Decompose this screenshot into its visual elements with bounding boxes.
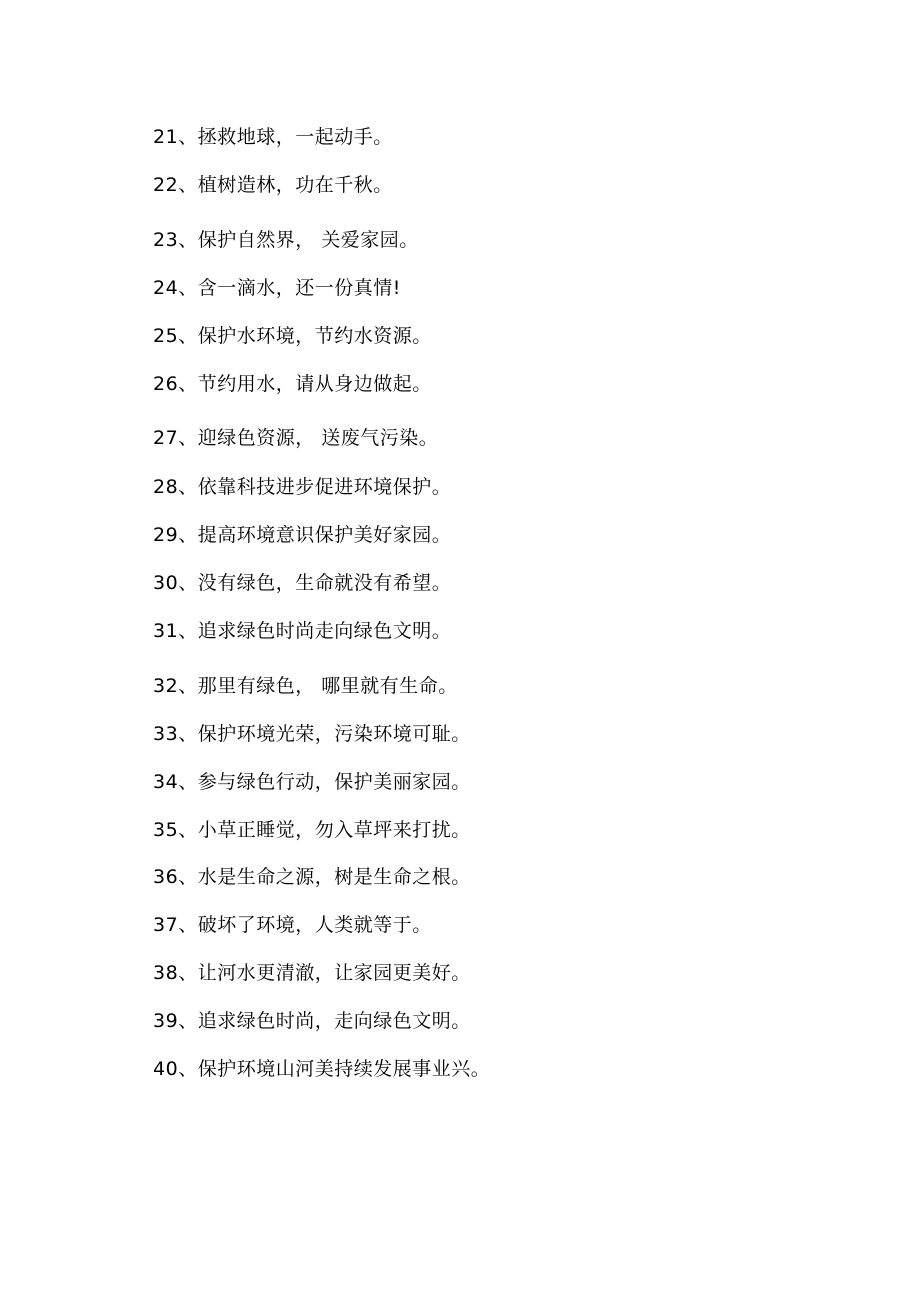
list-item [153, 673, 458, 699]
item-text: 保护环境光荣，污染环境可耻。 [197, 723, 471, 745]
list-item [153, 618, 451, 644]
list-item [153, 960, 471, 986]
item-separator: 、 [178, 914, 198, 936]
item-number: 36 [153, 866, 179, 888]
item-text: 破坏了环境，人类就等于。 [197, 914, 432, 936]
item-number: 39 [153, 1010, 179, 1032]
item-number: 24 [153, 277, 179, 299]
list-item [153, 912, 432, 938]
item-separator: 、 [178, 866, 198, 888]
list-item [153, 474, 451, 500]
item-text: 拯救地球，一起动手。 [197, 126, 393, 148]
item-text: 让河水更清澈，让家园更美好。 [197, 962, 471, 984]
list-item [153, 371, 432, 397]
item-number: 27 [153, 427, 179, 449]
list-item [153, 769, 471, 795]
item-text: 水是生命之源，树是生命之根。 [197, 866, 471, 888]
item-text: 含一滴水，还一份真情! [197, 277, 401, 299]
item-separator: 、 [178, 572, 198, 594]
item-text: 参与绿色行动，保护美丽家园。 [197, 771, 471, 793]
list-item [153, 275, 401, 301]
item-number: 32 [153, 675, 179, 697]
item-number: 35 [153, 819, 179, 841]
item-number: 28 [153, 476, 179, 498]
item-separator: 、 [178, 819, 198, 841]
item-separator: 、 [178, 229, 198, 251]
item-text: 迎绿色资源， 送废气污染。 [197, 427, 439, 449]
item-text: 没有绿色，生命就没有希望。 [197, 572, 452, 594]
item-text: 保护环境山河美持续发展事业兴。 [197, 1058, 491, 1080]
item-text: 保护水环境，节约水资源。 [197, 325, 432, 347]
list-item [153, 172, 393, 198]
item-number: 37 [153, 914, 179, 936]
list-item [153, 570, 451, 596]
item-separator: 、 [178, 962, 198, 984]
item-separator: 、 [178, 126, 198, 148]
item-text: 那里有绿色， 哪里就有生命。 [197, 675, 458, 697]
list-item [153, 124, 393, 150]
item-number: 38 [153, 962, 179, 984]
item-text: 追求绿色时尚，走向绿色文明。 [197, 1010, 471, 1032]
item-separator: 、 [178, 1058, 198, 1080]
item-text: 节约用水，请从身边做起。 [197, 373, 432, 395]
item-separator: 、 [178, 675, 198, 697]
item-number: 23 [153, 229, 179, 251]
list-item [153, 721, 471, 747]
item-number: 40 [153, 1058, 179, 1080]
item-number: 31 [153, 620, 179, 642]
item-number: 29 [153, 524, 179, 546]
item-text: 植树造林，功在千秋。 [197, 174, 393, 196]
item-text: 提高环境意识保护美好家园。 [197, 524, 452, 546]
item-separator: 、 [178, 476, 198, 498]
item-separator: 、 [178, 771, 198, 793]
list-item [153, 522, 451, 548]
item-number: 33 [153, 723, 179, 745]
list-item [153, 817, 471, 843]
item-separator: 、 [178, 325, 198, 347]
item-number: 34 [153, 771, 179, 793]
item-separator: 、 [178, 524, 198, 546]
list-item [153, 1008, 471, 1034]
list-item [153, 425, 438, 451]
item-separator: 、 [178, 174, 198, 196]
item-separator: 、 [178, 723, 198, 745]
item-separator: 、 [178, 620, 198, 642]
item-separator: 、 [178, 277, 198, 299]
list-item [153, 864, 471, 890]
item-text: 保护自然界， 关爱家园。 [197, 229, 419, 251]
item-text: 追求绿色时尚走向绿色文明。 [197, 620, 452, 642]
list-item [153, 227, 419, 253]
item-separator: 、 [178, 427, 198, 449]
list-item [153, 1056, 490, 1082]
item-text: 依靠科技进步促进环境保护。 [197, 476, 452, 498]
list-item [153, 323, 432, 349]
item-separator: 、 [178, 1010, 198, 1032]
item-text: 小草正睡觉，勿入草坪来打扰。 [197, 819, 471, 841]
item-number: 26 [153, 373, 179, 395]
item-number: 21 [153, 126, 179, 148]
item-number: 30 [153, 572, 179, 594]
item-number: 25 [153, 325, 179, 347]
item-number: 22 [153, 174, 179, 196]
item-separator: 、 [178, 373, 198, 395]
